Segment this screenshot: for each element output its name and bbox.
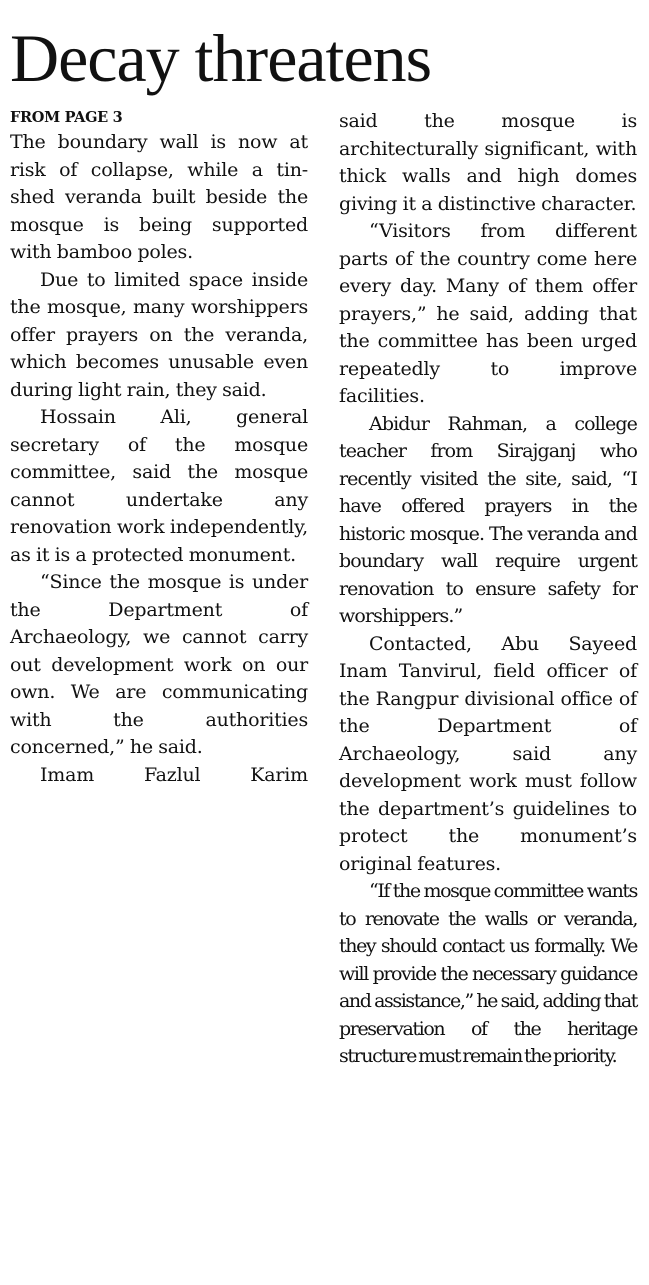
paragraph: said the mosque is architecturally significant, with thick walls and high domes giving it a distinctive character. [339, 110, 637, 215]
paragraph: Imam Fazlul Karim [40, 763, 308, 786]
paragraph: Hossain Ali, general secretary of the mosque committee, said the mosque cannot undertake any renovation work independently, as it is a protected monument. [10, 406, 308, 566]
paragraph: “Visitors from different parts of the country come here every day. Many of them offer prayers,” he said, adding that the committee has been urged repeatedly to improve facilities. [339, 220, 637, 407]
paragraph: Due to limited space inside the mosque, many worshippers offer prayers on the veranda, which becomes unusable even during light rain, they said. [10, 268, 308, 401]
paragraph: “Since the mosque is under the Department of Archaeology, we cannot carry out development work on our own. We are communicating with the authorities concerned,” he said. [10, 571, 308, 758]
article-column-right [339, 108, 637, 1071]
article-column-left [10, 107, 308, 789]
paragraph: “If the mosque committee wants to renovate the walls or veranda, they should contact us formally. We will provide the necessary guidance and assistance,” he said, adding that preservation of the heritage structure must remain the priority. [339, 880, 637, 1067]
headline: Decay threatens [10, 20, 432, 96]
paragraph: Contacted, Abu Sayeed Inam Tanvirul, field officer of the Rangpur divisional office of the Department of Archaeology, said any development work must follow the department’s guidelines to protect the monument’s original features. [339, 632, 637, 875]
paragraph: The boundary wall is now at risk of collapse, while a tin-shed veranda built beside the mosque is being supported with bamboo poles. [10, 131, 308, 263]
jump-line: FROM PAGE 3 [10, 109, 123, 126]
paragraph: Abidur Rahman, a college teacher from Sirajganj who recently visited the site, said, “I have offered prayers in the historic mosque. The veranda and boundary wall require urgent renovation to ensure safety for worshippers.” [339, 412, 637, 627]
